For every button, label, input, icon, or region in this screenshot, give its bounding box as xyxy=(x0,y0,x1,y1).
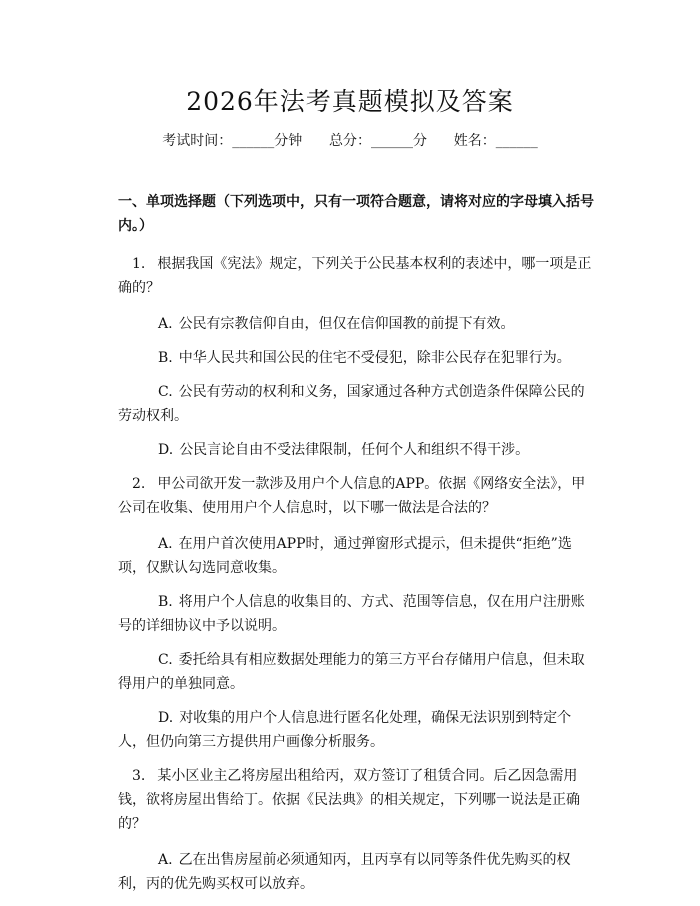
question-1 xyxy=(118,252,596,462)
option-c xyxy=(118,380,596,428)
question-number: 3. xyxy=(132,768,146,784)
option-text: 在用户首次使用APP时，通过弹窗形式提示，但未提供“拒绝”选项，仅默认勾选同意收集。 xyxy=(118,536,572,576)
question-text xyxy=(118,764,596,836)
question-number: 1. xyxy=(132,256,146,272)
option-label: A. xyxy=(158,852,173,868)
question-number: 2. xyxy=(132,476,146,492)
question-text xyxy=(118,252,596,300)
question-stem: 甲公司欲开发一款涉及用户个人信息的APP。依据《网络安全法》，甲公司在收集、使用用户个人信息时，以下哪一做法是合法的？ xyxy=(118,476,586,516)
option-a xyxy=(118,532,596,580)
option-text: 将用户个人信息的收集目的、方式、范围等信息，仅在用户注册账号的详细协议中予以说明。 xyxy=(118,594,585,634)
document-body xyxy=(118,190,596,906)
option-text: 委托给具有相应数据处理能力的第三方平台存储用户信息，但未取得用户的单独同意。 xyxy=(118,652,585,692)
document-title: 2026年法考真题模拟及答案 xyxy=(186,87,514,116)
option-b xyxy=(118,590,596,638)
option-text: 公民言论自由不受法律限制，任何个人和组织不得干涉。 xyxy=(179,442,530,458)
option-text: 中华人民共和国公民的住宅不受侵犯，除非公民存在犯罪行为。 xyxy=(178,350,571,366)
option-label: D. xyxy=(158,442,174,458)
question-2 xyxy=(118,472,596,754)
option-a xyxy=(118,848,596,896)
option-text: 公民有劳动的权利和义务，国家通过各种方式创造条件保障公民的劳动权利。 xyxy=(118,384,585,424)
option-label: D. xyxy=(158,710,174,726)
option-a xyxy=(118,312,596,336)
option-label: A. xyxy=(158,536,173,552)
option-text: 公民有宗教信仰自由，但仅在信仰国教的前提下有效。 xyxy=(178,316,515,332)
question-stem: 根据我国《宪法》规定，下列关于公民基本权利的表述中，哪一项是正确的？ xyxy=(118,256,592,296)
option-d xyxy=(118,706,596,754)
option-text: 乙在出售房屋前必须通知丙，且丙享有以同等条件优先购买的权利，丙的优先购买权可以放弃。 xyxy=(118,852,571,892)
option-c xyxy=(118,648,596,696)
option-text: 对收集的用户个人信息进行匿名化处理，确保无法识别到特定个人，但仍向第三方提供用户画像分析服务。 xyxy=(118,710,572,750)
option-b xyxy=(118,346,596,370)
option-label: A. xyxy=(158,316,173,332)
option-label: C. xyxy=(158,384,173,400)
question-text xyxy=(118,472,596,520)
option-d xyxy=(118,438,596,462)
option-label: B. xyxy=(158,350,173,366)
section-heading: 一、单项选择题（下列选项中，只有一项符合题意，请将对应的字母填入括号内。） xyxy=(118,194,594,234)
question-stem: 某小区业主乙将房屋出租给丙，双方签订了租赁合同。后乙因急需用钱，欲将房屋出售给丁。依据《民法典》的相关规定，下列哪一说法是正确的？ xyxy=(118,768,580,832)
option-label: C. xyxy=(158,652,173,668)
exam-info-line: 考试时间：______分钟 总分：______分 姓名：______ xyxy=(162,133,538,149)
option-label: B. xyxy=(158,594,173,610)
question-3 xyxy=(118,764,596,896)
